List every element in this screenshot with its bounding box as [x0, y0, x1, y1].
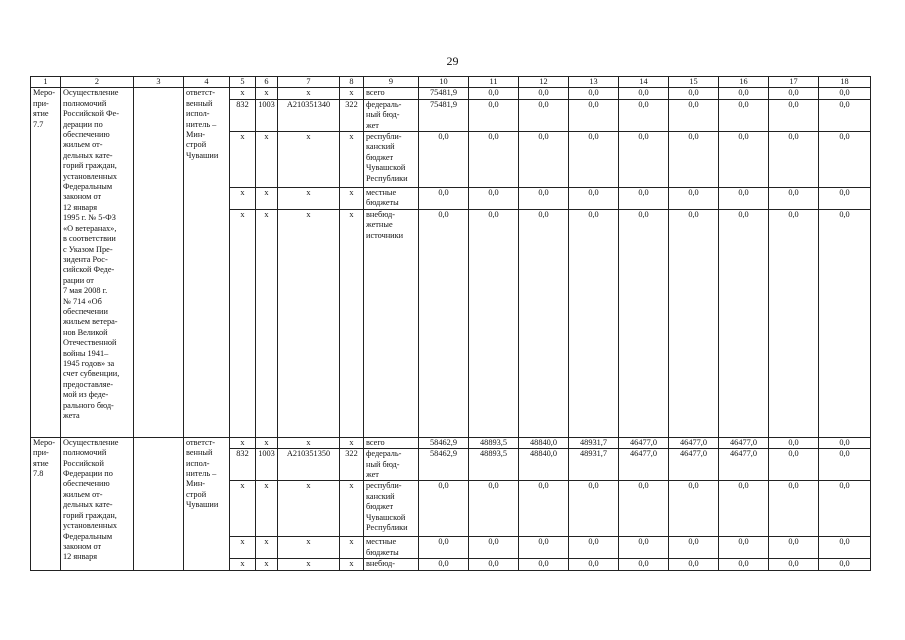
measure-col3: [134, 88, 184, 437]
budget-table: [30, 76, 871, 571]
value-cell: 0,0: [619, 188, 669, 210]
value-cell: 0,0: [519, 209, 569, 437]
value-cell: 0,0: [519, 559, 569, 571]
value-cell: 0,0: [519, 481, 569, 537]
section-cell: 1003: [256, 449, 278, 481]
target-article-cell: А210351350: [278, 449, 340, 481]
value-cell: 0,0: [519, 99, 569, 131]
section-cell: x: [256, 437, 278, 448]
value-cell: 48840,0: [519, 437, 569, 448]
grbs-cell: x: [230, 481, 256, 537]
header-cell: 4: [184, 77, 230, 88]
value-cell: 0,0: [669, 99, 719, 131]
value-cell: 0,0: [519, 88, 569, 99]
header-cell: 9: [364, 77, 419, 88]
grbs-cell: x: [230, 188, 256, 210]
target-article-cell: x: [278, 88, 340, 99]
header-cell: 14: [619, 77, 669, 88]
value-cell: 0,0: [819, 559, 871, 571]
value-cell: 0,0: [569, 537, 619, 559]
funding-source-cell: местные бюджеты: [364, 188, 419, 210]
value-cell: 0,0: [669, 88, 719, 99]
target-article-cell: x: [278, 559, 340, 571]
value-cell: 0,0: [419, 209, 469, 437]
target-article-cell: x: [278, 537, 340, 559]
value-cell: 46477,0: [619, 449, 669, 481]
measure-col3: [134, 437, 184, 570]
header-cell: 2: [61, 77, 134, 88]
value-cell: 0,0: [469, 559, 519, 571]
value-cell: 0,0: [719, 88, 769, 99]
funding-source-cell: внебюд-: [364, 559, 419, 571]
value-cell: 0,0: [569, 209, 619, 437]
value-cell: 46477,0: [619, 437, 669, 448]
value-cell: 0,0: [769, 188, 819, 210]
value-cell: 46477,0: [719, 449, 769, 481]
grbs-cell: x: [230, 209, 256, 437]
value-cell: 75481,9: [419, 99, 469, 131]
value-cell: 48931,7: [569, 437, 619, 448]
expense-type-cell: 322: [340, 99, 364, 131]
value-cell: 0,0: [719, 537, 769, 559]
section-cell: x: [256, 537, 278, 559]
funding-source-cell: республи- канский бюджет Чувашской Республики: [364, 481, 419, 537]
value-cell: 46477,0: [719, 437, 769, 448]
grbs-cell: 832: [230, 99, 256, 131]
value-cell: 0,0: [669, 537, 719, 559]
header-cell: 1: [31, 77, 61, 88]
value-cell: 0,0: [819, 132, 871, 188]
value-cell: 0,0: [469, 188, 519, 210]
value-cell: 0,0: [769, 481, 819, 537]
value-cell: 0,0: [619, 99, 669, 131]
expense-type-cell: x: [340, 559, 364, 571]
value-cell: 0,0: [469, 209, 519, 437]
value-cell: 0,0: [469, 99, 519, 131]
funding-source-cell: республи- канский бюджет Чувашской Республики: [364, 132, 419, 188]
expense-type-cell: x: [340, 537, 364, 559]
value-cell: 0,0: [719, 99, 769, 131]
measure-code: Меро- при- ятие 7.8: [31, 437, 61, 570]
value-cell: 0,0: [669, 132, 719, 188]
target-article-cell: А210351340: [278, 99, 340, 131]
value-cell: 0,0: [819, 537, 871, 559]
grbs-cell: x: [230, 537, 256, 559]
value-cell: 0,0: [769, 559, 819, 571]
measure-executor: ответст- венный испол- нитель – Мин- строй Чувашии: [184, 437, 230, 570]
value-cell: 0,0: [819, 99, 871, 131]
section-cell: x: [256, 481, 278, 537]
value-cell: 0,0: [769, 132, 819, 188]
value-cell: 0,0: [719, 559, 769, 571]
value-cell: 0,0: [669, 559, 719, 571]
value-cell: 46477,0: [669, 437, 719, 448]
value-cell: 0,0: [419, 481, 469, 537]
expense-type-cell: x: [340, 209, 364, 437]
value-cell: 75481,9: [419, 88, 469, 99]
header-row: [31, 77, 871, 88]
funding-source-cell: всего: [364, 437, 419, 448]
header-cell: 16: [719, 77, 769, 88]
value-cell: 46477,0: [669, 449, 719, 481]
header-cell: 18: [819, 77, 871, 88]
grbs-cell: 832: [230, 449, 256, 481]
value-cell: 0,0: [419, 132, 469, 188]
target-article-cell: x: [278, 437, 340, 448]
header-cell: 10: [419, 77, 469, 88]
value-cell: 58462,9: [419, 437, 469, 448]
measure-code: Меро- при- ятие 7.7: [31, 88, 61, 437]
value-cell: 0,0: [469, 88, 519, 99]
header-cell: 12: [519, 77, 569, 88]
value-cell: 0,0: [469, 132, 519, 188]
value-cell: 58462,9: [419, 449, 469, 481]
table-row: [31, 88, 871, 99]
value-cell: 0,0: [569, 559, 619, 571]
expense-type-cell: x: [340, 481, 364, 537]
measure-description: Осуществление полномочий Российской Фе- дерации по обеспечению жильем от- дельных кате- горий граждан, установленных Федеральным законом от 12 января 1995 г. № 5-ФЗ «О ветеранах», в соответствии с Указом Пре- зидента Рос- сийской Феде- рации от 7 мая 2008 г. № 714 «Об обеспечении жильем ветера- нов Великой Отечественной войны 1941– 1945 годов» за счет субвенции, предоставляе- мой из феде- рального бюд- жета: [61, 88, 134, 437]
value-cell: 0,0: [519, 132, 569, 188]
grbs-cell: x: [230, 559, 256, 571]
grbs-cell: x: [230, 437, 256, 448]
value-cell: 0,0: [419, 188, 469, 210]
section-cell: x: [256, 188, 278, 210]
value-cell: 0,0: [719, 188, 769, 210]
grbs-cell: x: [230, 132, 256, 188]
header-cell: 6: [256, 77, 278, 88]
funding-source-cell: всего: [364, 88, 419, 99]
value-cell: 0,0: [769, 88, 819, 99]
value-cell: 0,0: [569, 132, 619, 188]
funding-source-cell: внебюд- жетные источники: [364, 209, 419, 437]
value-cell: 0,0: [519, 537, 569, 559]
expense-type-cell: x: [340, 88, 364, 99]
value-cell: 0,0: [469, 537, 519, 559]
header-cell: 7: [278, 77, 340, 88]
section-cell: x: [256, 559, 278, 571]
target-article-cell: x: [278, 188, 340, 210]
value-cell: 0,0: [469, 481, 519, 537]
section-cell: x: [256, 132, 278, 188]
expense-type-cell: x: [340, 132, 364, 188]
section-cell: 1003: [256, 99, 278, 131]
table-row: [31, 437, 871, 448]
value-cell: 0,0: [769, 209, 819, 437]
value-cell: 48840,0: [519, 449, 569, 481]
value-cell: 0,0: [419, 537, 469, 559]
grbs-cell: x: [230, 88, 256, 99]
value-cell: 0,0: [569, 481, 619, 537]
value-cell: 48893,5: [469, 437, 519, 448]
value-cell: 0,0: [619, 209, 669, 437]
value-cell: 0,0: [819, 209, 871, 437]
value-cell: 0,0: [619, 88, 669, 99]
value-cell: 0,0: [819, 88, 871, 99]
value-cell: 0,0: [769, 99, 819, 131]
value-cell: 0,0: [719, 481, 769, 537]
value-cell: 48931,7: [569, 449, 619, 481]
value-cell: 0,0: [419, 559, 469, 571]
measure-executor: ответст- венный испол- нитель – Мин- строй Чувашии: [184, 88, 230, 437]
value-cell: 0,0: [819, 188, 871, 210]
value-cell: 0,0: [769, 537, 819, 559]
value-cell: 0,0: [569, 88, 619, 99]
value-cell: 0,0: [619, 537, 669, 559]
target-article-cell: x: [278, 132, 340, 188]
expense-type-cell: 322: [340, 449, 364, 481]
value-cell: 0,0: [619, 559, 669, 571]
value-cell: 0,0: [669, 481, 719, 537]
value-cell: 48893,5: [469, 449, 519, 481]
value-cell: 0,0: [719, 132, 769, 188]
funding-source-cell: местные бюджеты: [364, 537, 419, 559]
table-body: [31, 77, 871, 571]
funding-source-cell: федераль- ный бюд- жет: [364, 99, 419, 131]
expense-type-cell: x: [340, 188, 364, 210]
header-cell: 3: [134, 77, 184, 88]
section-cell: x: [256, 209, 278, 437]
target-article-cell: x: [278, 481, 340, 537]
header-cell: 15: [669, 77, 719, 88]
header-cell: 5: [230, 77, 256, 88]
value-cell: 0,0: [769, 437, 819, 448]
value-cell: 0,0: [719, 209, 769, 437]
value-cell: 0,0: [769, 449, 819, 481]
value-cell: 0,0: [669, 209, 719, 437]
section-cell: x: [256, 88, 278, 99]
value-cell: 0,0: [569, 188, 619, 210]
header-cell: 11: [469, 77, 519, 88]
value-cell: 0,0: [569, 99, 619, 131]
value-cell: 0,0: [819, 449, 871, 481]
value-cell: 0,0: [519, 188, 569, 210]
measure-description: Осуществление полномочий Российской Федерации по обеспечению жильем от- дельных кате- горий граждан, установленных Федеральным законом от 12 января: [61, 437, 134, 570]
funding-source-cell: федераль- ный бюд- жет: [364, 449, 419, 481]
header-cell: 17: [769, 77, 819, 88]
target-article-cell: x: [278, 209, 340, 437]
value-cell: 0,0: [819, 481, 871, 537]
page-number: 29: [446, 54, 459, 68]
value-cell: 0,0: [619, 481, 669, 537]
value-cell: 0,0: [619, 132, 669, 188]
expense-type-cell: x: [340, 437, 364, 448]
header-cell: 8: [340, 77, 364, 88]
header-cell: 13: [569, 77, 619, 88]
value-cell: 0,0: [669, 188, 719, 210]
value-cell: 0,0: [819, 437, 871, 448]
